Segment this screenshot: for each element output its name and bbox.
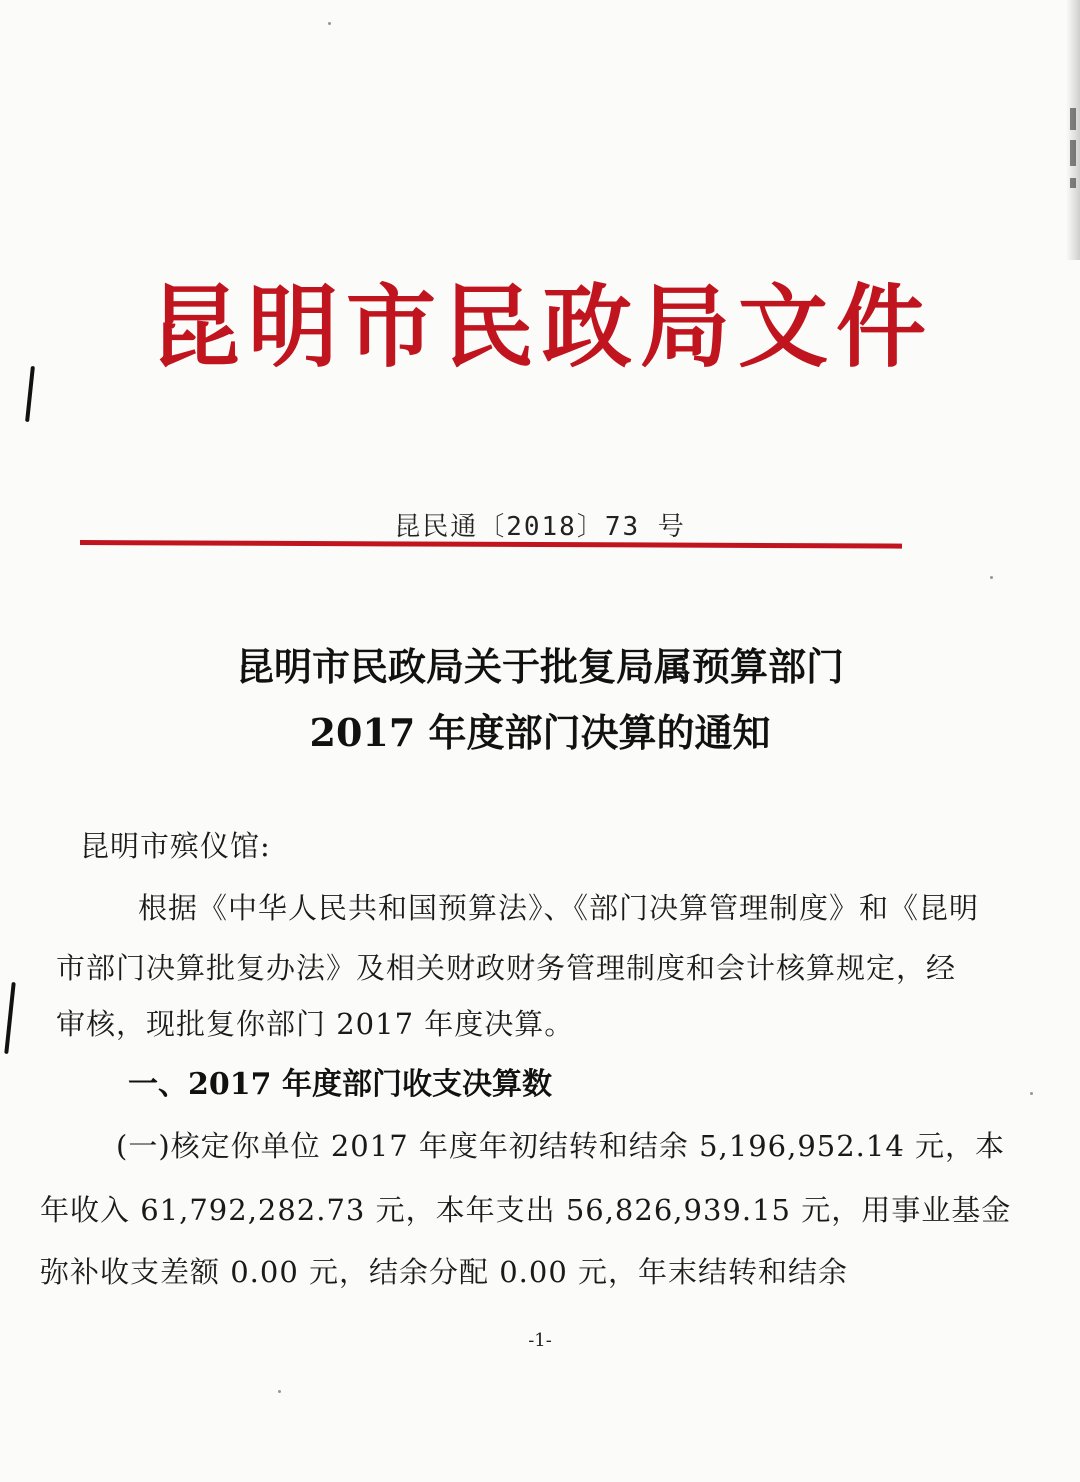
document-title-line-2: 2017 年度部门决算的通知 [309,710,771,755]
paragraph-2-line-2: 年收入 61,792,282.73 元，本年支出 56,826,939.15 元，用事业基金 [40,1193,1012,1227]
page-number: -1- [528,1330,552,1351]
paragraph-2-line-3: 弥补收支差额 0.00 元，结余分配 0.00 元，年末结转和结余 [40,1255,849,1289]
addressee: 昆明市殡仪馆: [80,829,271,863]
issuing-authority-header: 昆明市民政局文件 [150,274,934,380]
paragraph-1-line-3: 审核，现批复你部门 2017 年度决算。 [56,1007,575,1041]
document-number: 昆民通〔2018〕73 号 [394,512,686,542]
section-1-heading: 一、2017 年度部门收支决算数 [128,1067,552,1102]
page-edge-shadow [1066,0,1080,260]
margin-pen-mark [25,366,35,422]
paragraph-1-line-1: 根据《中华人民共和国预算法》、《部门决算管理制度》和《昆明 [138,891,980,925]
paragraph-2-line-1: (一)核定你单位 2017 年度年初结转和结余 5,196,952.14 元，本 [116,1129,1006,1163]
scan-speck [1030,1092,1033,1095]
scan-speck [990,576,993,579]
document-title-line-1: 昆明市民政局关于批复局属预算部门 [235,644,844,689]
scan-speck [278,1390,281,1393]
margin-pen-mark [4,982,16,1054]
paragraph-1-line-2: 市部门决算批复办法》及相关财政财务管理制度和会计核算规定，经 [56,951,957,985]
scan-speck [328,22,331,25]
edge-ink-mark [1070,108,1076,130]
edge-ink-mark [1070,178,1076,188]
edge-ink-mark [1070,140,1076,166]
